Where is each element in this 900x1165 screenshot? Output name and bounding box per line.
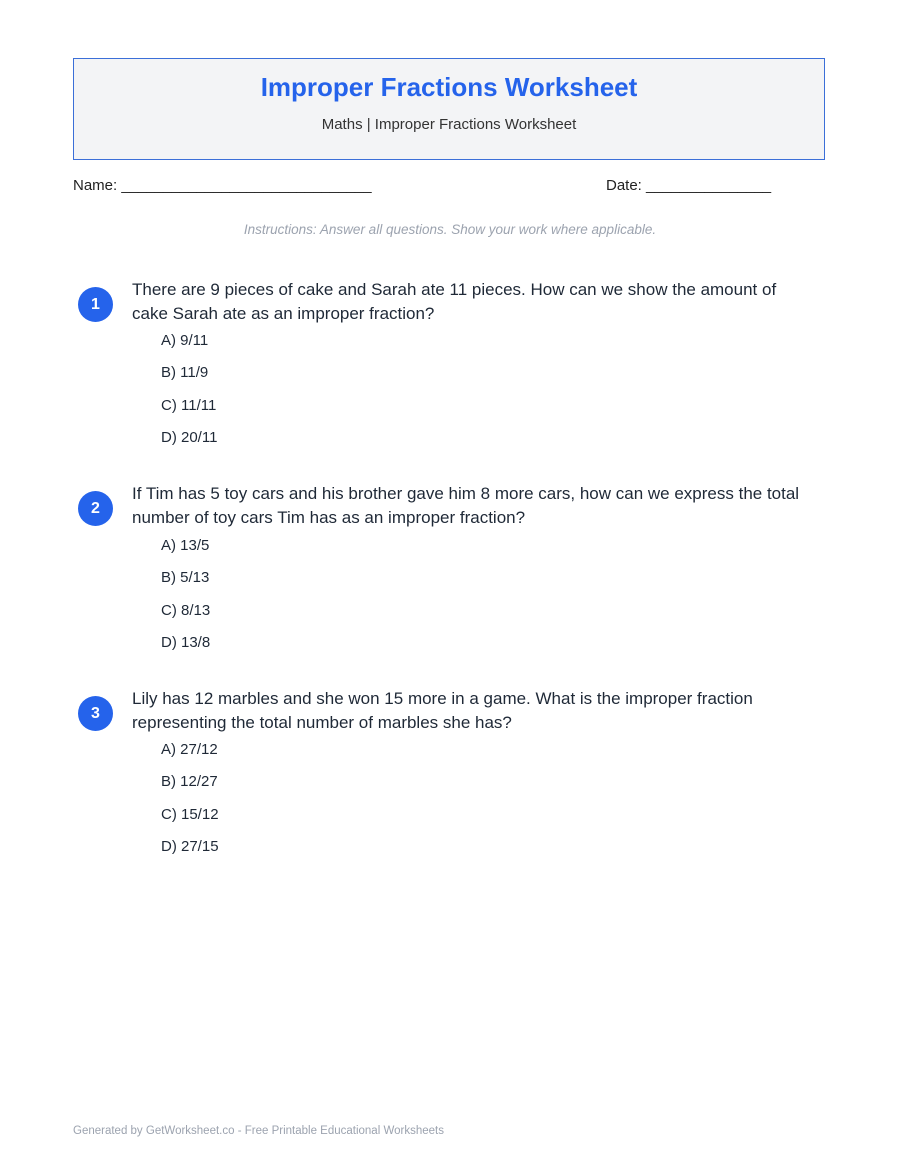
answer-option: C) 15/12: [161, 805, 219, 823]
question-text: There are 9 pieces of cake and Sarah ate 11 pieces. How can we show the amount of cake Sarah ate as an improper fraction?: [132, 280, 777, 323]
answer-option: A) 27/12: [161, 741, 218, 758]
answer-options: [161, 331, 217, 460]
answer-option: A) 13/5: [161, 537, 210, 554]
date-field: Date: _______________: [606, 177, 772, 194]
answer-option: D) 13/8: [161, 633, 211, 651]
worksheet-header: [73, 58, 825, 160]
page-footer: Generated by GetWorksheet.co - Free Printable Educational Worksheets: [73, 1125, 444, 1137]
question-text: Lily has 12 marbles and she won 15 more in a game. What is the improper fraction representing the total number of marbles she has?: [132, 689, 753, 732]
question-number-badge: 2: [78, 491, 113, 526]
page-subtitle: Maths | Improper Fractions Worksheet: [321, 116, 577, 133]
question-number-badge: 3: [78, 696, 113, 731]
answer-option: B) 12/27: [161, 773, 218, 791]
answer-option: B) 11/9: [161, 364, 209, 382]
instructions-text: Instructions: Answer all questions. Show your work where applicable.: [243, 222, 657, 237]
question-number-badge: 1: [78, 287, 113, 322]
answer-options: [161, 740, 219, 869]
page-title: Improper Fractions Worksheet: [260, 72, 638, 102]
answer-option: D) 20/11: [161, 428, 218, 446]
name-field: Name: ______________________________: [73, 177, 372, 194]
answer-option: B) 5/13: [161, 569, 210, 587]
answer-option: C) 11/11: [161, 396, 217, 414]
answer-option: A) 9/11: [161, 332, 209, 349]
answer-option: C) 8/13: [161, 601, 211, 619]
question-text: If Tim has 5 toy cars and his brother gave him 8 more cars, how can we express the total number of toy cars Tim has as an improper fraction?: [132, 484, 800, 527]
answer-options: [161, 536, 210, 665]
answer-option: D) 27/15: [161, 837, 219, 855]
